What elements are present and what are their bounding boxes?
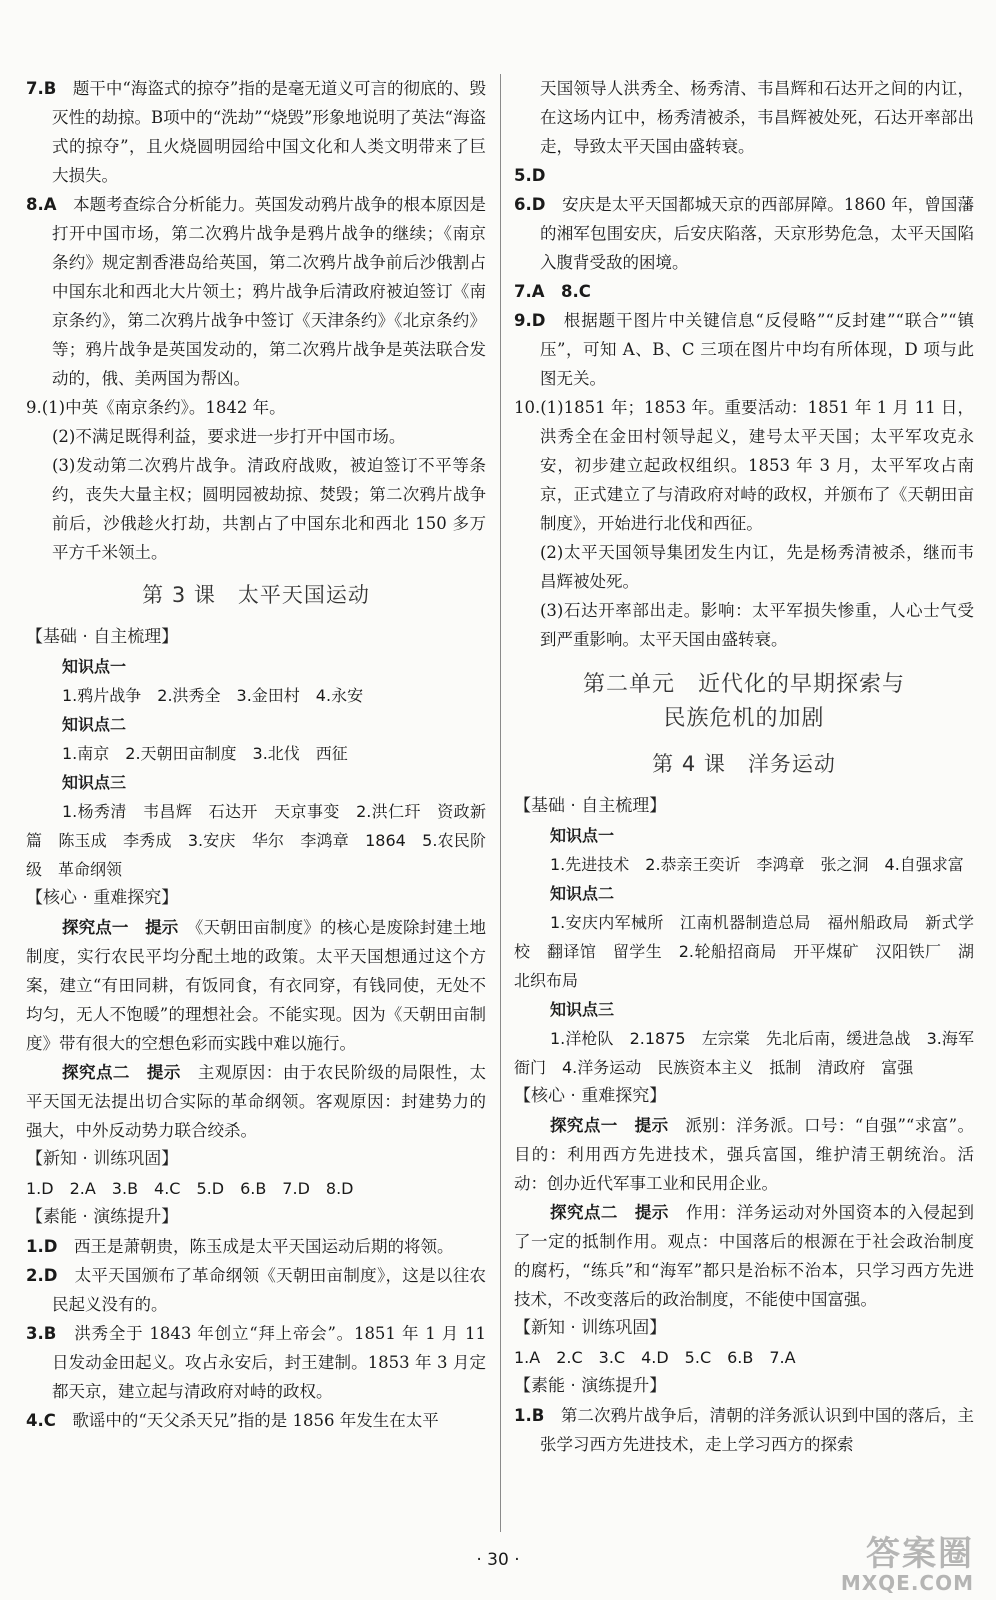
answer-number: 1.B: [514, 1406, 545, 1425]
knowledge-point-body: 1.安庆内军械所 江南机器制造总局 福州船政局 新式学校 翻译馆 留学生 2.轮船招商局 开平煤矿 汉阳铁厂 湖北织布局: [514, 913, 974, 990]
answer-number: 4.C: [26, 1411, 56, 1430]
explore-point: [26, 913, 486, 1058]
answer-item: [26, 1232, 486, 1261]
explore-text: 作用：洋务运动对外国资本的入侵起到了一定的抵制作用。观点：中国落后的根源在于社会政治制度的腐朽，“练兵”和“海军”都只是治标不治本，只学习西方先进技术，不改变落后的政治制度，不能使中国富强。: [514, 1203, 975, 1309]
knowledge-point-title: 知识点三: [550, 1000, 615, 1019]
answer-item-q9-part3: (3)发动第二次鸦片战争。清政府战败，被迫签订不平等条约，丧失大量主权；圆明园被劫掠、焚毁；第二次鸦片战争前后，沙俄趁火打劫，共割占了中国东北和西北 150 多万平方千米领土。: [52, 456, 486, 562]
section-header-skill: 【素能 · 演练提升】: [26, 1207, 179, 1227]
knowledge-point-title: 知识点二: [62, 715, 127, 734]
knowledge-point-body: 1.鸦片战争 2.洪秀全 3.金田村 4.永安: [62, 686, 364, 705]
answer-continuation: 天国领导人洪秀全、杨秀清、韦昌辉和石达开之间的内讧，在这场内讧中，杨秀清被杀，韦昌辉被处死，石达开率部出走，导致太平天国由盛转衰。: [540, 79, 974, 156]
answer-explanation: 安庆是太平天国都城天京的西部屏障。1860 年，曾国藩的湘军包围安庆，后安庆陷落，天京形势危急，太平天国陷入腹背受敌的困境。: [540, 195, 974, 272]
answer-item-q10-part2: (2)太平天国领导集团发生内讧，先是杨秀清被杀，继而韦昌辉被处死。: [540, 543, 974, 591]
section-header-new: 【新知 · 训练巩固】: [514, 1318, 667, 1338]
answer-item: [26, 1406, 486, 1435]
explore-point: [26, 1058, 486, 1145]
answer-number: 3.B: [26, 1324, 57, 1343]
answer-item-q10-part3: (3)石达开率部出走。影响：太平军损失惨重，人心士气受到严重影响。太平天国由盛转衰。: [540, 601, 974, 649]
answer-key-line: 1.A 2.C 3.C 4.D 5.C 6.B 7.A: [514, 1348, 796, 1367]
watermark-line2: MXQE.COM: [840, 1571, 974, 1595]
answer-explanation: 本题考查综合分析能力。英国发动鸦片战争的根本原因是打开中国市场，第二次鸦片战争是鸦片战争的继续；《南京条约》规定割香港岛给英国，第二次鸦片战争前后沙俄割占中国东北和西北大片领土；鸦片战争后清政府被迫签订《南京条约》，第二次鸦片战争中签订《天津条约》《北京条约》等；鸦片战争是英国发动的，第二次鸦片战争是英法联合发动的，俄、美两国为帮凶。: [52, 195, 487, 388]
explore-text: 主观原因：由于农民阶级的局限性，太平天国无法提出切合实际的革命纲领。客观原因：封建势力的强大，中外反动势力联合绞杀。: [26, 1063, 487, 1140]
column-divider: [500, 74, 501, 1532]
answer-item-q9-part2: (2)不满足既得利益，要求进一步打开中国市场。: [52, 427, 406, 446]
explore-text: 《天朝田亩制度》的核心是废除封建土地制度，实行农民平均分配土地的政策。太平天国想通过这个方案，建立“有田同耕，有饭同食，有衣同穿，有钱同使，无处不均匀，无人不饱暖”的理想社会。不能实现。因为《天朝田亩制度》带有很大的空想色彩而实践中难以施行。: [26, 918, 487, 1053]
section-header-new: 【新知 · 训练巩固】: [26, 1149, 179, 1169]
lesson-title: 第 3 课 太平天国运动: [142, 583, 370, 607]
section-header-core: 【核心 · 重难探究】: [26, 888, 179, 908]
answer-item: [26, 190, 486, 393]
answer-item: [26, 1261, 486, 1319]
section-header-skill: 【素能 · 演练提升】: [514, 1376, 667, 1396]
answer-explanation: 洪秀全于 1843 年创立“拜上帝会”。1851 年 1 月 11 日发动金田起义。攻占永安后，封王建制。1853 年 3 月定都天京，建立起与清政府对峙的政权。: [52, 1324, 486, 1401]
explore-label: 探究点一 提示: [550, 1116, 669, 1135]
explore-label: 探究点一 提示: [62, 918, 179, 937]
knowledge-point-body: 1.先进技术 2.恭亲王奕䜣 李鸿章 张之洞 4.自强求富: [550, 855, 964, 874]
knowledge-point-body: 1.杨秀清 韦昌辉 石达开 天京事变 2.洪仁玕 资政新篇 陈玉成 李秀成 3.安庆 华尔 李鸿章 1864 5.农民阶级 革命纲领: [26, 802, 486, 879]
lesson-title: 第 4 课 洋务运动: [652, 752, 836, 776]
knowledge-point-title: 知识点一: [62, 657, 127, 676]
explore-label: 探究点二 提示: [62, 1063, 181, 1082]
answer-number: 2.D: [26, 1266, 58, 1285]
knowledge-point-body: 1.洋枪队 2.1875 左宗棠 先北后南，缓进急战 3.海军衙门 4.洋务运动 民族资本主义 抵制 清政府 富强: [514, 1029, 974, 1077]
left-column: [26, 74, 486, 1435]
answer-number: 6.D: [514, 195, 546, 214]
answer-explanation: 根据题干图片中关键信息“反侵略”“反封建”“联合”“镇压”，可知 A、B、C 三项在图片中均有所体现，D 项与此图无关。: [540, 311, 974, 388]
explore-text: 派别：洋务派。口号：“自强”“求富”。目的：利用西方先进技术，强兵富国，维护清王朝统治。活动：创办近代军事工业和民用企业。: [514, 1116, 975, 1193]
knowledge-point-title: 知识点一: [550, 826, 615, 845]
answer-explanation: 太平天国颁布了革命纲领《天朝田亩制度》，这是以往农民起义没有的。: [52, 1266, 487, 1314]
answer-explanation: 题干中“海盗式的掠夺”指的是毫无道义可言的彻底的、毁灭性的劫掠。B项中的“洗劫”“烧毁”形象地说明了英法“海盗式的掠夺”，且火烧圆明园给中国文化和人类文明带来了巨大损失。: [52, 79, 487, 185]
explore-point: [514, 1198, 974, 1314]
answer-item-q9-part1: 9.(1)中英《南京条约》。1842 年。: [26, 398, 286, 417]
answer-number: 5.D: [514, 166, 546, 185]
answer-item: [514, 306, 974, 393]
answer-number: 9.D: [514, 311, 546, 330]
knowledge-point-title: 知识点三: [62, 773, 127, 792]
answer-explanation: 第二次鸦片战争后，清朝的洋务派认识到中国的落后，主张学习西方先进技术，走上学习西方的探索: [540, 1406, 975, 1454]
answer-number: 7.A 8.C: [514, 282, 591, 301]
answer-number: 1.D: [26, 1237, 58, 1256]
knowledge-point-title: 知识点二: [550, 884, 615, 903]
answer-item: [26, 1319, 486, 1406]
answer-item: [514, 190, 974, 277]
answer-item-q10-part1: 10.(1)1851 年；1853 年。重要活动：1851 年 1 月 11 日，洪秀全在金田村领导起义，建号太平天国；太平军攻克永安，初步建立起政权组织。1853 年 3 月，太平军攻占南京，正式建立了与清政府对峙的政权，并颁布了《天朝田亩制度》，开始进行北伐和西征。: [514, 398, 974, 533]
right-column: [514, 74, 974, 1459]
answer-key-line: 1.D 2.A 3.B 4.C 5.D 6.B 7.D 8.D: [26, 1179, 354, 1198]
explore-label: 探究点二 提示: [550, 1203, 669, 1222]
explore-point: [514, 1111, 974, 1198]
unit-title-line1: 第二单元 近代化的早期探索与: [582, 672, 905, 697]
section-header-basics: 【基础 · 自主梳理】: [26, 627, 179, 647]
section-header-core: 【核心 · 重难探究】: [514, 1086, 667, 1106]
answer-explanation: 西王是萧朝贵，陈玉成是太平天国运动后期的将领。: [73, 1237, 454, 1256]
answer-number: 7.B: [26, 79, 57, 98]
watermark-logo: [841, 1536, 974, 1594]
unit-title: [514, 668, 974, 736]
section-header-basics: 【基础 · 自主梳理】: [514, 796, 667, 816]
page-number: · 30 ·: [476, 1550, 520, 1570]
answer-item: [26, 74, 486, 190]
knowledge-point-body: 1.南京 2.天朝田亩制度 3.北伐 西征: [62, 744, 348, 763]
answer-item: [514, 1401, 974, 1459]
watermark-line1: 答案圈: [866, 1534, 974, 1574]
answer-explanation: 歌谣中的“天父杀天兄”指的是 1856 年发生在太平: [72, 1411, 439, 1430]
answer-number: 8.A: [26, 195, 57, 214]
unit-title-line2: 民族危机的加剧: [663, 706, 825, 731]
